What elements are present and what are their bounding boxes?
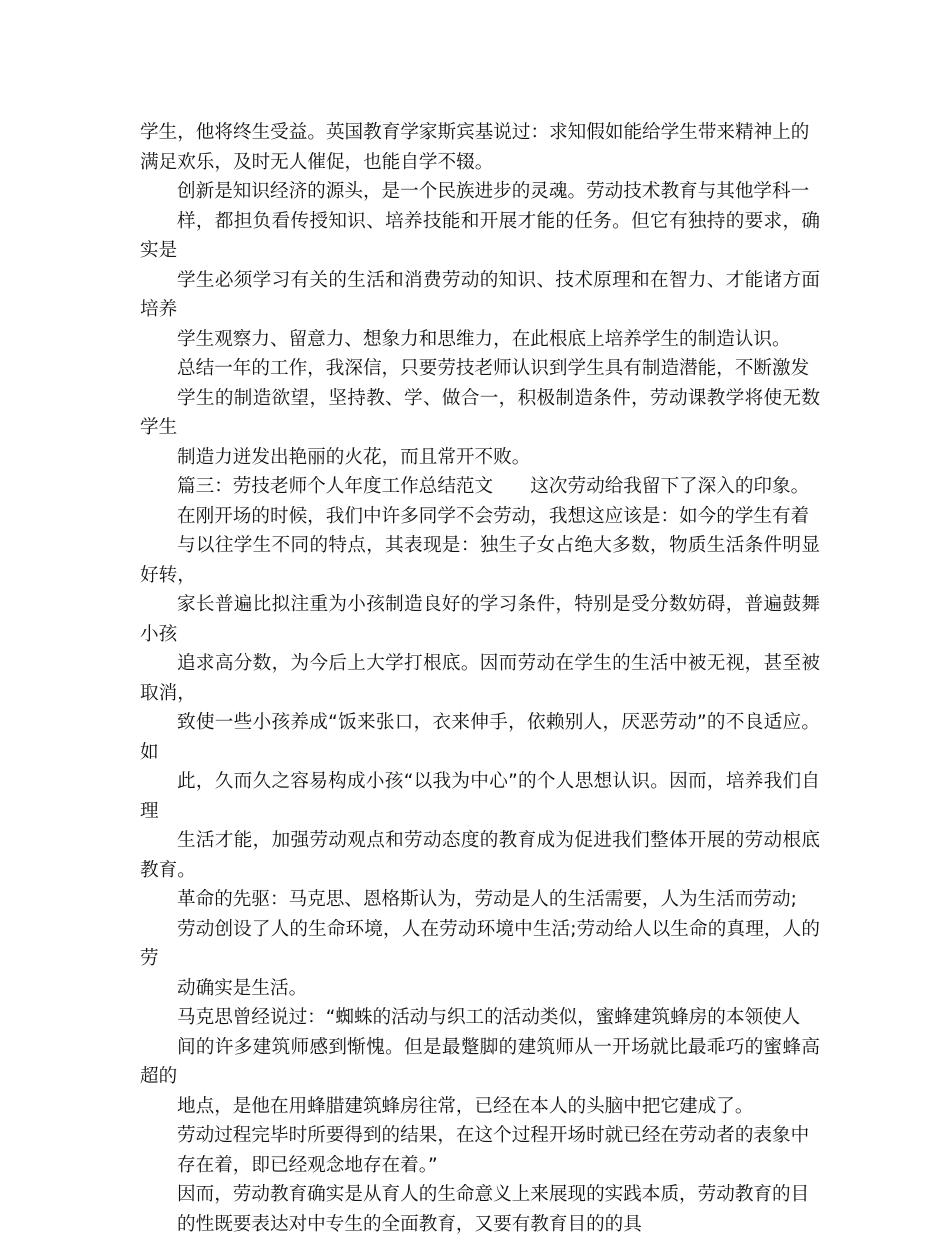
text-line: 创新是知识经济的源头，是一个民族进步的灵魂。劳动技术教育与其他学科一 [140,177,820,207]
paragraph [140,177,820,354]
text-line: 致使一些小孩养成“饭来张口，衣来伸手，依赖别人，厌恶劳动”的不良适应。如 [140,708,820,767]
paragraph [140,472,820,502]
document-body [140,118,820,1239]
text-line: 总结一年的工作，我深信，只要劳技老师认识到学生具有制造潜能，不断激发 [140,354,820,384]
text-line: 追求高分数，为今后上大学打根底。因而劳动在学生的生活中被无视，甚至被取消， [140,649,820,708]
paragraph [140,885,820,1003]
text-line: 生活才能，加强劳动观点和劳动态度的教育成为促进我们整体开展的劳动根底教育。 [140,826,820,885]
paragraph [140,502,820,886]
text-line: 在刚开场的时候，我们中许多同学不会劳动，我想这应该是：如今的学生有着 [140,502,820,532]
text-line: 间的许多建筑师感到惭愧。但是最蹩脚的建筑师从一开场就比最乖巧的蜜蜂高超的 [140,1033,820,1092]
paragraph [140,1180,820,1239]
text-line: 因而，劳动教育确实是从育人的生命意义上来展现的实践本质，劳动教育的目 [140,1180,820,1210]
paragraph [140,118,820,177]
text-line: 与以往学生不同的特点，其表现是：独生子女占绝大多数，物质生活条件明显好转， [140,531,820,590]
text-line: 制造力迸发出艳丽的火花，而且常开不败。 [140,443,820,473]
text-line: 家长普遍比拟注重为小孩制造良好的学习条件，特别是受分数妨碍，普遍鼓舞小孩 [140,590,820,649]
text-line: 劳动创设了人的生命环境，人在劳动环境中生活;劳动给人以生命的真理，人的劳 [140,915,820,974]
text-line: 存在着，即已经观念地存在着。” [140,1151,820,1181]
text-line: 革命的先驱：马克思、恩格斯认为，劳动是人的生活需要，人为生活而劳动; [140,885,820,915]
text-line: 动确实是生活。 [140,974,820,1004]
text-line: 劳动过程完毕时所要得到的结果，在这个过程开场时就已经在劳动者的表象中 [140,1121,820,1151]
text-line: 学生的制造欲望，坚持教、学、做合一，积极制造条件，劳动课教学将使无数学生 [140,384,820,443]
text-line: 学生，他将终生受益。英国教育学家斯宾基说过：求知假如能给学生带来精神上的 [140,118,820,148]
text-line: 学生观察力、留意力、想象力和思维力，在此根底上培养学生的制造认识。 [140,325,820,355]
text-line: 的性既要表达对中专生的全面教育，又要有教育目的的具 [140,1210,820,1239]
paragraph [140,1003,820,1121]
text-line: 此，久而久之容易构成小孩“以我为中心”的个人思想认识。因而，培养我们自理 [140,767,820,826]
text-line: 地点，是他在用蜂腊建筑蜂房往常，已经在本人的头脑中把它建成了。 [140,1092,820,1122]
text-line: 马克思曾经说过：“蜘蛛的活动与织工的活动类似，蜜蜂建筑蜂房的本领使人 [140,1003,820,1033]
paragraph [140,354,820,472]
text-line: 学生必须学习有关的生活和消费劳动的知识、技术原理和在智力、才能诸方面培养 [140,266,820,325]
paragraph [140,1121,820,1180]
text-line: 满足欢乐，及时无人催促，也能自学不辍。 [140,148,820,178]
text-line: 篇三：劳技老师个人年度工作总结范文 这次劳动给我留下了深入的印象。 [140,472,820,502]
text-line: 样，都担负看传授知识、培养技能和开展才能的任务。但它有独持的要求，确实是 [140,207,820,266]
